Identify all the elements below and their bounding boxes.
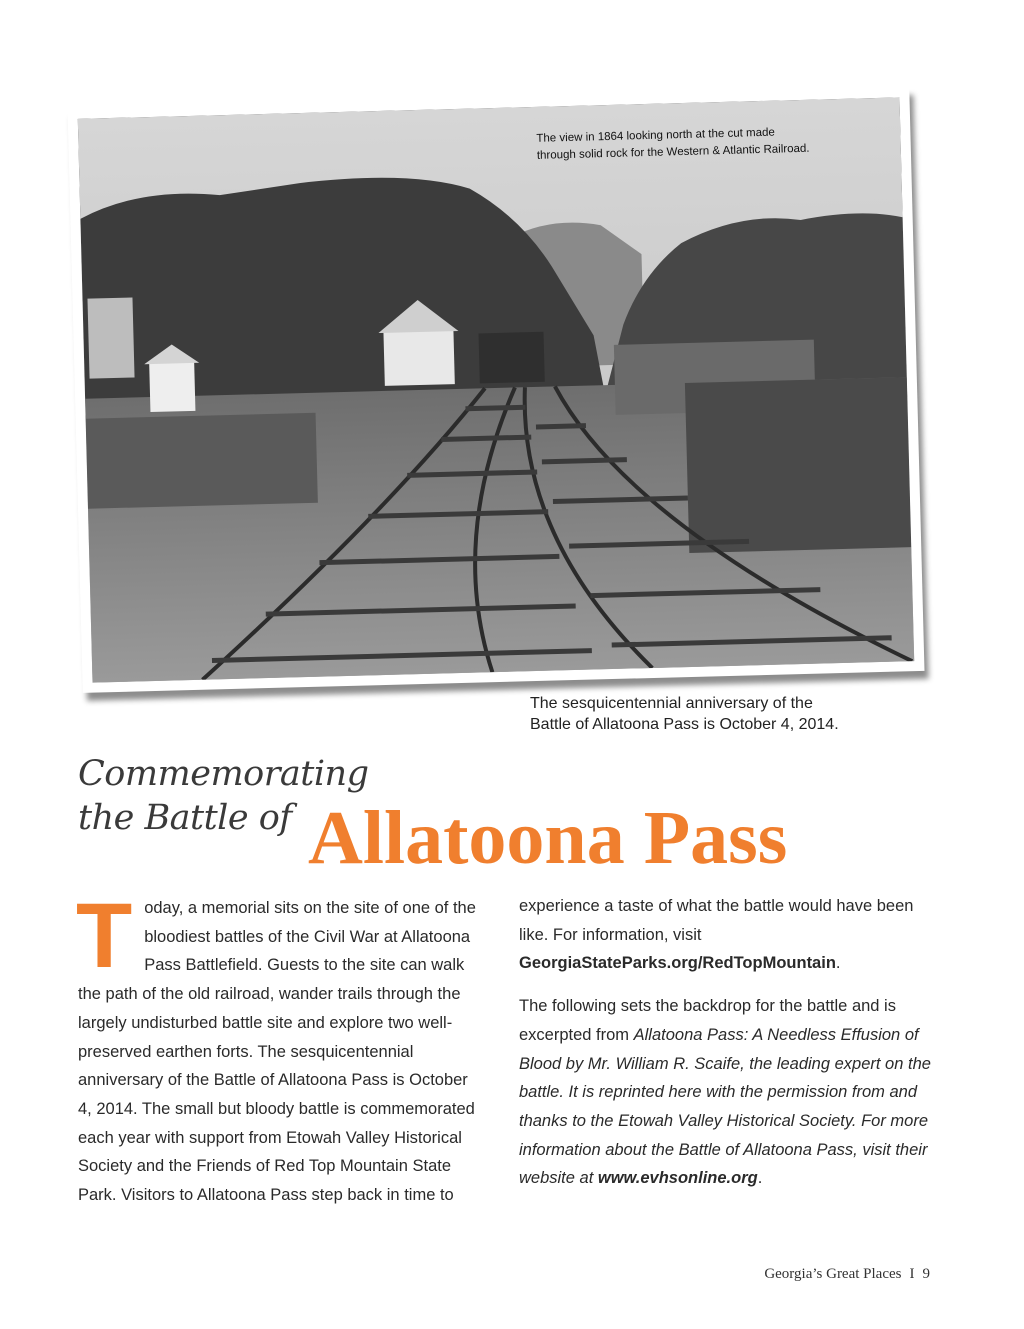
- excerpt-intro: The following sets the backdrop for the battle and is excerpted from: [519, 997, 896, 1044]
- info-paragraph-text: experience a taste of what the battle would have been like. For information, visit: [519, 897, 914, 944]
- intro-paragraph-text: oday, a memorial sits on the site of one of the bloodiest battles of the Civil War at Allatoona Pass Battlefield. Guests to the site can walk the path of the old railroad, wander trails through the largely undisturbed battle site and explore two well-preserved earthen forts. The sesquicentennial anniversary of the Battle of Allatoona Pass is October 4, 2014. The small but bloody battle is commemorated each year with support from Etowah Valley Historical Society and the Friends of Red Top Mountain State Park. Visitors to Allatoona Pass step back in time to: [78, 899, 476, 1205]
- heading-line-1: Commemorating: [78, 754, 369, 794]
- publication-name: Georgia’s Great Places: [764, 1266, 902, 1282]
- callout-line-2: Battle of Allatoona Pass is October 4, 2014.: [530, 716, 839, 733]
- page-number: 9: [922, 1266, 930, 1282]
- left-column: [76, 885, 483, 1210]
- parks-website-link[interactable]: GeorgiaStateParks.org/RedTopMountain: [519, 954, 836, 973]
- historic-railroad-photo: [78, 97, 914, 682]
- railroad-illustration: [78, 97, 914, 682]
- drop-cap: T: [76, 885, 133, 987]
- excerpt-italic-text: Allatoona Pass: A Needless Effusion of Blood by Mr. William R. Scaife, the leading expert on the battle. It is reprinted here with the permission from and thanks to the Etowah Valley Historical Society. For more information about the Battle of Allatoona Pass, visit their website at: [519, 1025, 931, 1188]
- excerpt-end: .: [757, 1169, 763, 1188]
- page-footer: [764, 1266, 930, 1283]
- info-paragraph-end: .: [835, 954, 841, 973]
- photo-caption-line-1: The view in 1864 looking north at the cut made: [536, 126, 775, 145]
- right-column: [519, 892, 939, 1193]
- evhs-website-link[interactable]: www.evhsonline.org: [597, 1169, 758, 1188]
- photo-caption-line-2: through solid rock for the Western & Atlantic Railroad.: [536, 142, 810, 162]
- photo-frame: [68, 87, 925, 693]
- page-title: Allatoona Pass: [308, 796, 788, 880]
- info-paragraph: [519, 892, 939, 978]
- footer-separator: I: [909, 1266, 915, 1282]
- excerpt-paragraph: [519, 992, 939, 1193]
- anniversary-callout: [530, 693, 930, 735]
- callout-line-1: The sesquicentennial anniversary of the: [530, 695, 813, 712]
- intro-paragraph: [76, 885, 483, 1210]
- heading-line-2: the Battle of: [78, 798, 292, 838]
